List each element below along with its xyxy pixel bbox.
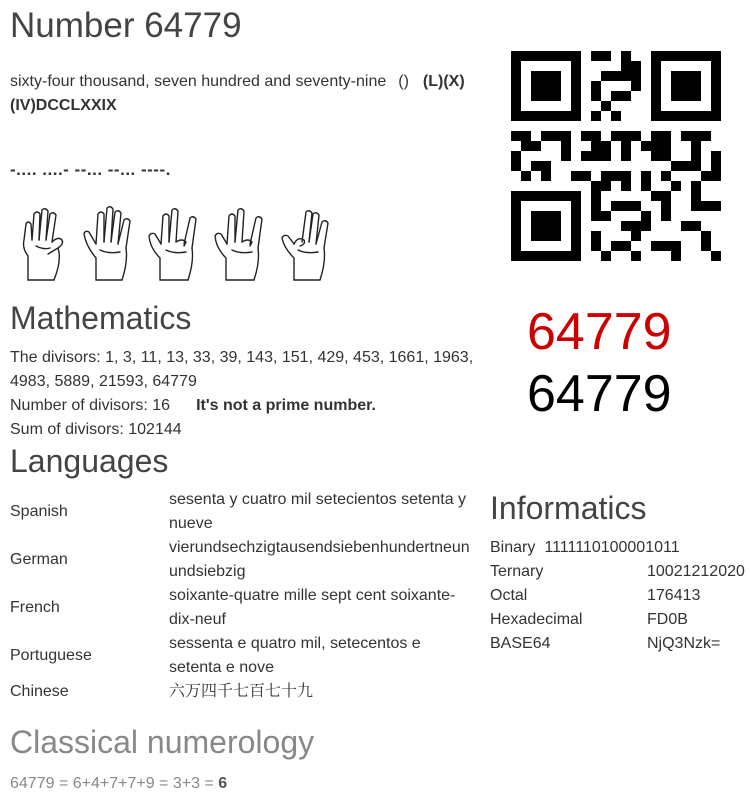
language-row xyxy=(10,488,480,536)
informatics-name: Binary xyxy=(490,539,536,556)
language-name: German xyxy=(10,551,68,568)
informatics-name: Octal xyxy=(490,587,528,604)
hand-7-icon xyxy=(146,204,208,282)
mathematics-section xyxy=(10,346,480,442)
numerology-line xyxy=(10,772,227,796)
page-title: Number 64779 xyxy=(10,6,242,45)
informatics-name: Ternary xyxy=(490,563,544,580)
informatics-value: NjQ3Nzk= xyxy=(647,635,721,652)
hand-7-icon xyxy=(212,204,274,282)
number-in-words xyxy=(10,70,475,118)
number-red: 64779 xyxy=(527,303,672,361)
number-black: 64779 xyxy=(527,365,672,423)
informatics-value: 176413 xyxy=(647,587,701,604)
languages-table xyxy=(10,488,480,704)
informatics-heading: Informatics xyxy=(490,490,647,526)
informatics-name: BASE64 xyxy=(490,635,551,652)
prime-status: It's not a prime number. xyxy=(196,397,376,414)
language-row xyxy=(10,632,480,680)
morse-code: -.... ....- --... --... ----. xyxy=(10,160,171,179)
divisors-list: The divisors: 1, 3, 11, 13, 33, 39, 143, 151, 429, 453, 1661, 1963, 4983, 5889, 21593, 64779 xyxy=(10,349,474,390)
language-value: 六万四千七百七十九 xyxy=(169,683,314,700)
roman-numeral-part2: (IV)DCCLXXIX xyxy=(10,97,117,114)
qr-code xyxy=(511,51,721,261)
hand-6-icon xyxy=(14,204,76,282)
language-value: soixante-quatre mille sept cent soixante-dix-neuf xyxy=(169,587,456,628)
numerology-heading: Classical numerology xyxy=(10,724,315,760)
language-name: Portuguese xyxy=(10,647,92,664)
numerology-result: 6 xyxy=(218,775,228,792)
divisor-count: Number of divisors: 16 xyxy=(10,397,171,414)
informatics-row xyxy=(490,632,748,656)
informatics-row xyxy=(490,536,748,560)
hand-9-icon xyxy=(278,204,340,282)
words-parentheses: () xyxy=(398,73,409,90)
informatics-row xyxy=(490,608,748,632)
divisor-count-line xyxy=(10,394,480,418)
informatics-table xyxy=(490,536,748,656)
language-name: Spanish xyxy=(10,503,68,520)
language-value: sessenta e quatro mil, setecentos e setenta e nove xyxy=(169,635,421,676)
informatics-name: Hexadecimal xyxy=(490,611,583,628)
language-row xyxy=(10,584,480,632)
mathematics-heading: Mathematics xyxy=(10,300,192,336)
language-value: vierundsechzigtausendsiebenhundertneun undsiebzig xyxy=(169,539,470,580)
informatics-value: FD0B xyxy=(647,611,688,628)
language-name: Chinese xyxy=(10,683,69,700)
informatics-value: 10021212020 xyxy=(647,563,745,580)
language-value: sesenta y cuatro mil setecientos setenta y nueve xyxy=(169,491,467,532)
languages-heading: Languages xyxy=(10,443,169,479)
numerology-expression: 64779 = 6+4+7+7+9 = 3+3 = xyxy=(10,775,214,792)
language-row xyxy=(10,536,480,584)
informatics-value: 1111110100001011 xyxy=(544,539,680,556)
sign-language-hands xyxy=(14,204,344,284)
language-row xyxy=(10,680,480,704)
informatics-row xyxy=(490,560,748,584)
hand-4-icon xyxy=(80,204,142,282)
language-name: French xyxy=(10,599,60,616)
roman-numeral-part1: (L)(X) xyxy=(422,73,465,90)
words-text: sixty-four thousand, seven hundred and seventy-nine xyxy=(10,73,387,90)
divisor-sum: Sum of divisors: 102144 xyxy=(10,421,182,438)
informatics-row xyxy=(490,584,748,608)
